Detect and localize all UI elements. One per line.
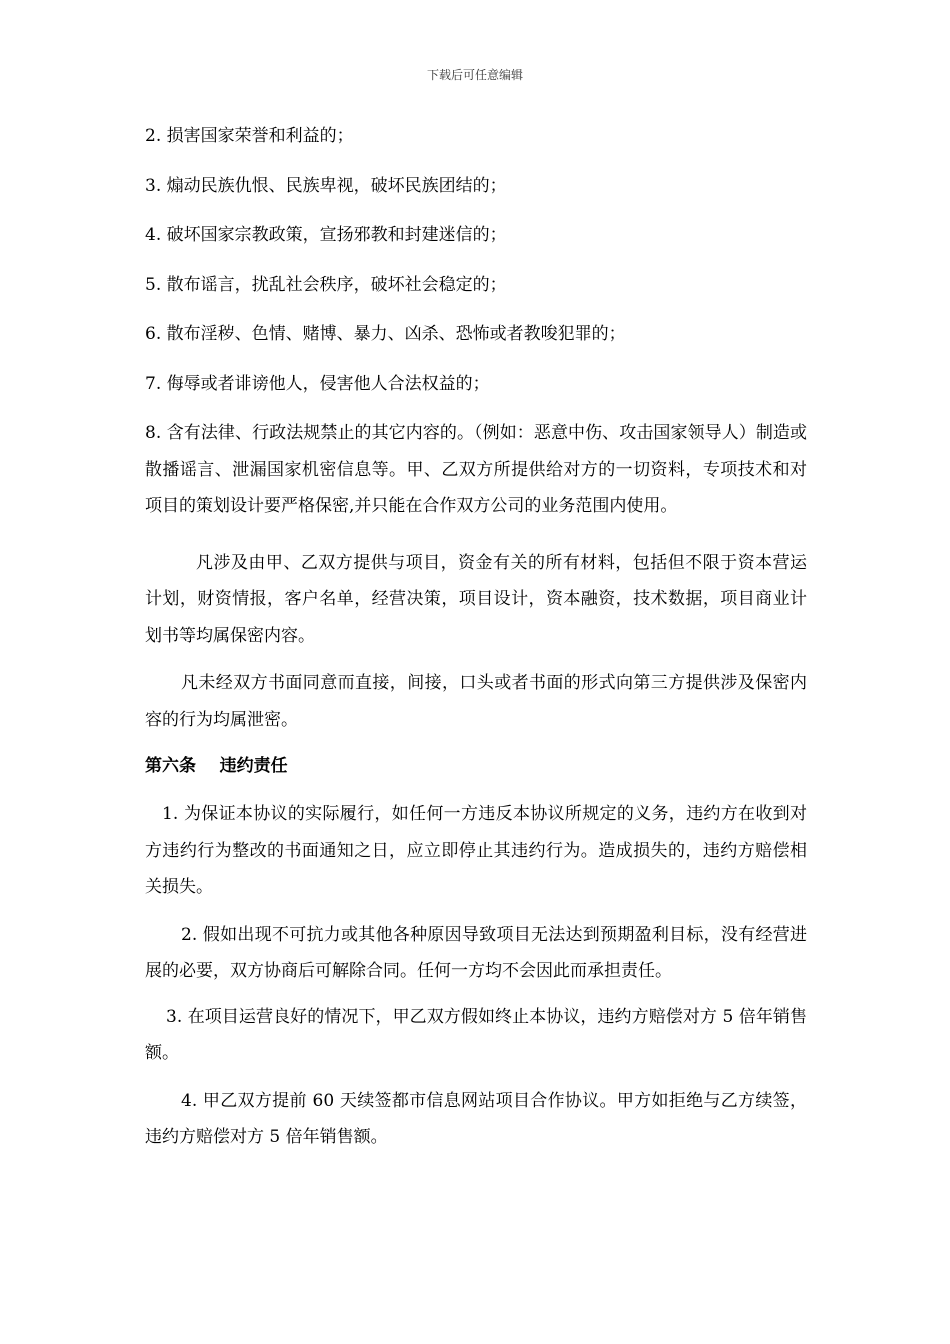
document-body	[145, 118, 807, 1169]
header-note: 下载后可任意编辑	[426, 68, 523, 82]
list-item: 2. 损害国家荣誉和利益的；	[145, 126, 354, 146]
leak-definition-paragraph: 凡未经双方书面同意而直接，间接，口头或者书面的形式向第三方提供涉及保密内容的行为均属泄密。	[145, 673, 807, 730]
list-item: 3. 煽动民族仇恨、民族卑视，破坏民族团结的；	[145, 175, 507, 196]
clause-item: 3. 在项目运营良好的情况下，甲乙双方假如终止本协议，违约方赔偿对方 5 倍年销售额。	[145, 1006, 807, 1063]
clause-item: 4. 甲乙双方提前 60 天续签都市信息网站项目合作协议。甲方如拒绝与乙方续签，违约方赔偿对方 5 倍年销售额。	[145, 1090, 807, 1147]
list-item: 7. 侮辱或者诽谤他人，侵害他人合法权益的；	[145, 373, 490, 394]
section-heading: 第六条 违约责任	[145, 756, 288, 776]
list-item: 8. 含有法律、行政法规禁止的其它内容的。（例如：恶意中伤、攻击国家领导人）制造或散播谣言、泄漏国家机密信息等。甲、乙双方所提供给对方的一切资料，专项技术和对项目的策划设计要严格保密,并只能在合作双方公司的业务范围内使用。	[145, 423, 807, 516]
list-item: 5. 散布谣言，扰乱社会秩序，破坏社会稳定的；	[145, 274, 507, 295]
clause-item: 2. 假如出现不可抗力或其他各种原因导致项目无法达到预期盈利目标，没有经营进展的必要，双方协商后可解除合同。任何一方均不会因此而承担责任。	[145, 924, 807, 981]
confidentiality-paragraph: 凡涉及由甲、乙双方提供与项目，资金有关的所有材料，包括但不限于资本营运计划，财资情报，客户名单，经营决策，项目设计，资本融资，技术数据，项目商业计划书等均属保密内容。	[145, 552, 807, 646]
list-item: 6. 散布淫秽、色情、赌博、暴力、凶杀、恐怖或者教唆犯罪的；	[145, 324, 626, 344]
list-item: 4. 破坏国家宗教政策，宣扬邪教和封建迷信的；	[145, 225, 507, 245]
clause-item: 1. 为保证本协议的实际履行，如任何一方违反本协议所规定的义务，违约方在收到对方违约行为整改的书面通知之日，应立即停止其违约行为。造成损失的，违约方赔偿相关损失。	[145, 804, 807, 897]
